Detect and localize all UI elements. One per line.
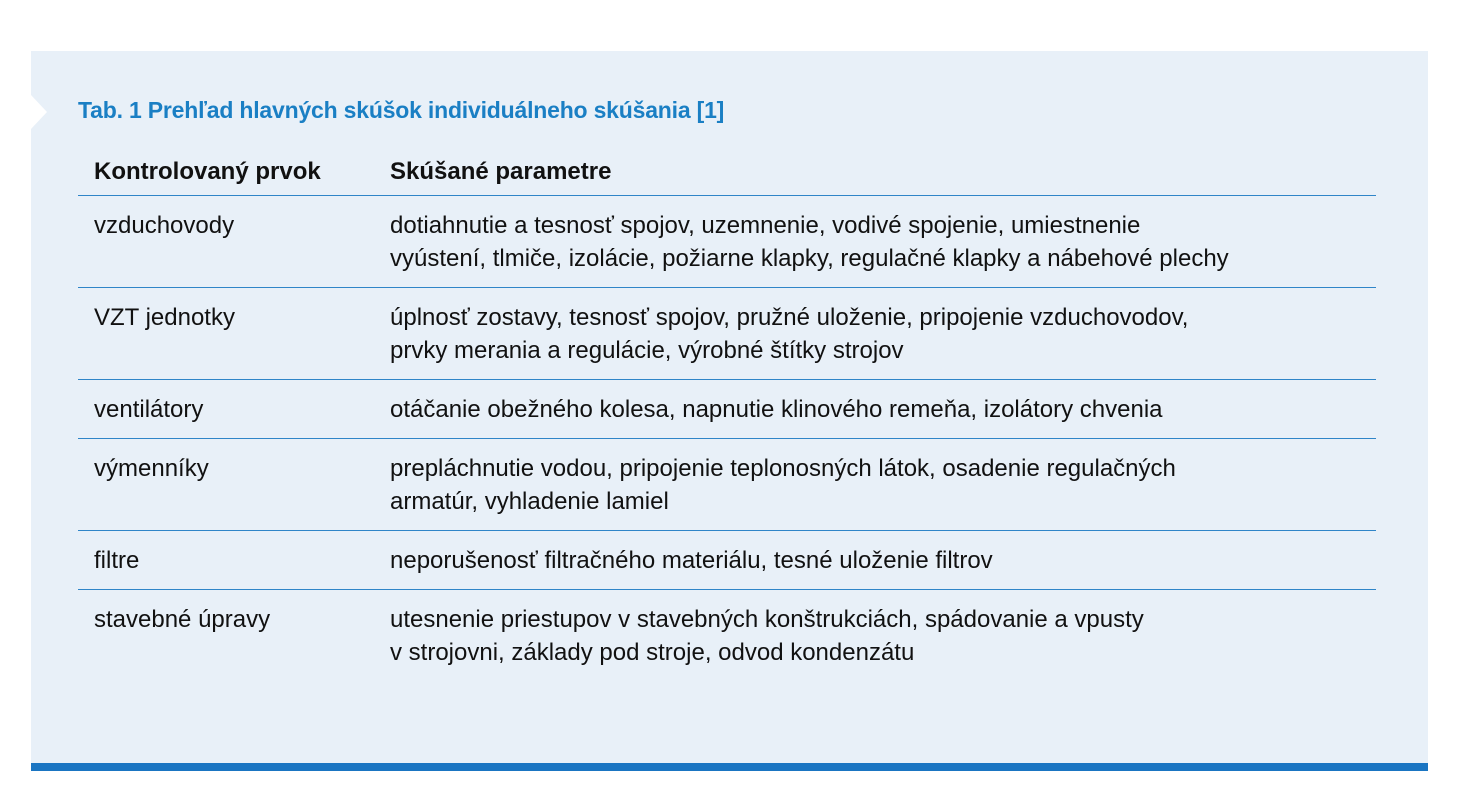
cell-element: vzduchovody [78,196,390,288]
panel-bottom-bar [31,763,1428,771]
cell-element: stavebné úpravy [94,606,271,633]
cell-element: filtre [78,531,390,590]
table-row [78,590,1376,682]
table-caption: Tab. 1 Prehľad hlavných skúšok individuálneho skúšania [1] [78,97,725,123]
table-row [78,439,1376,531]
cell-line: prepláchnutie vodou, pripojenie teplonosných látok, osadenie regulačných [390,455,1176,482]
cell-parameters [390,439,1376,531]
table-row [78,531,1376,590]
table-row [78,380,1376,439]
table-row [78,288,1376,380]
column-header-element: Kontrolovaný prvok [78,148,390,196]
cell-line: neporušenosť filtračného materiálu, tesné uloženie filtrov [390,547,993,574]
cell-element: ventilátory [78,380,390,439]
cell-parameters [390,288,1376,380]
cell-line: prvky merania a regulácie, výrobné štítky strojov [390,337,904,364]
table-header-row [78,148,1376,196]
table-row [78,196,1376,288]
cell-line: dotiahnutie a tesnosť spojov, uzemnenie, vodivé spojenie, umiestnenie [390,212,1141,239]
cell-line: vyústení, tlmiče, izolácie, požiarne klapky, regulačné klapky a nábehové plechy [390,245,1229,272]
cell-parameters [390,590,1376,682]
cell-line: utesnenie priestupov v stavebných konštrukciách, spádovanie a vpusty [390,606,1144,633]
cell-parameters [390,196,1376,288]
column-header-parameters: Skúšané parametre [390,148,1376,196]
inspection-table [78,148,1376,681]
cell-line: úplnosť zostavy, tesnosť spojov, pružné uloženie, pripojenie vzduchovodov, [390,304,1189,331]
cell-line: otáčanie obežného kolesa, napnutie klinového remeňa, izolátory chvenia [390,396,1163,423]
panel-notch [31,95,47,129]
cell-element: VZT jednotky [78,288,390,380]
cell-line: v strojovni, základy pod stroje, odvod kondenzátu [390,639,915,666]
cell-parameters [390,531,1376,590]
cell-line: armatúr, vyhladenie lamiel [390,488,669,515]
cell-parameters [390,380,1376,439]
cell-element: výmenníky [78,439,390,531]
